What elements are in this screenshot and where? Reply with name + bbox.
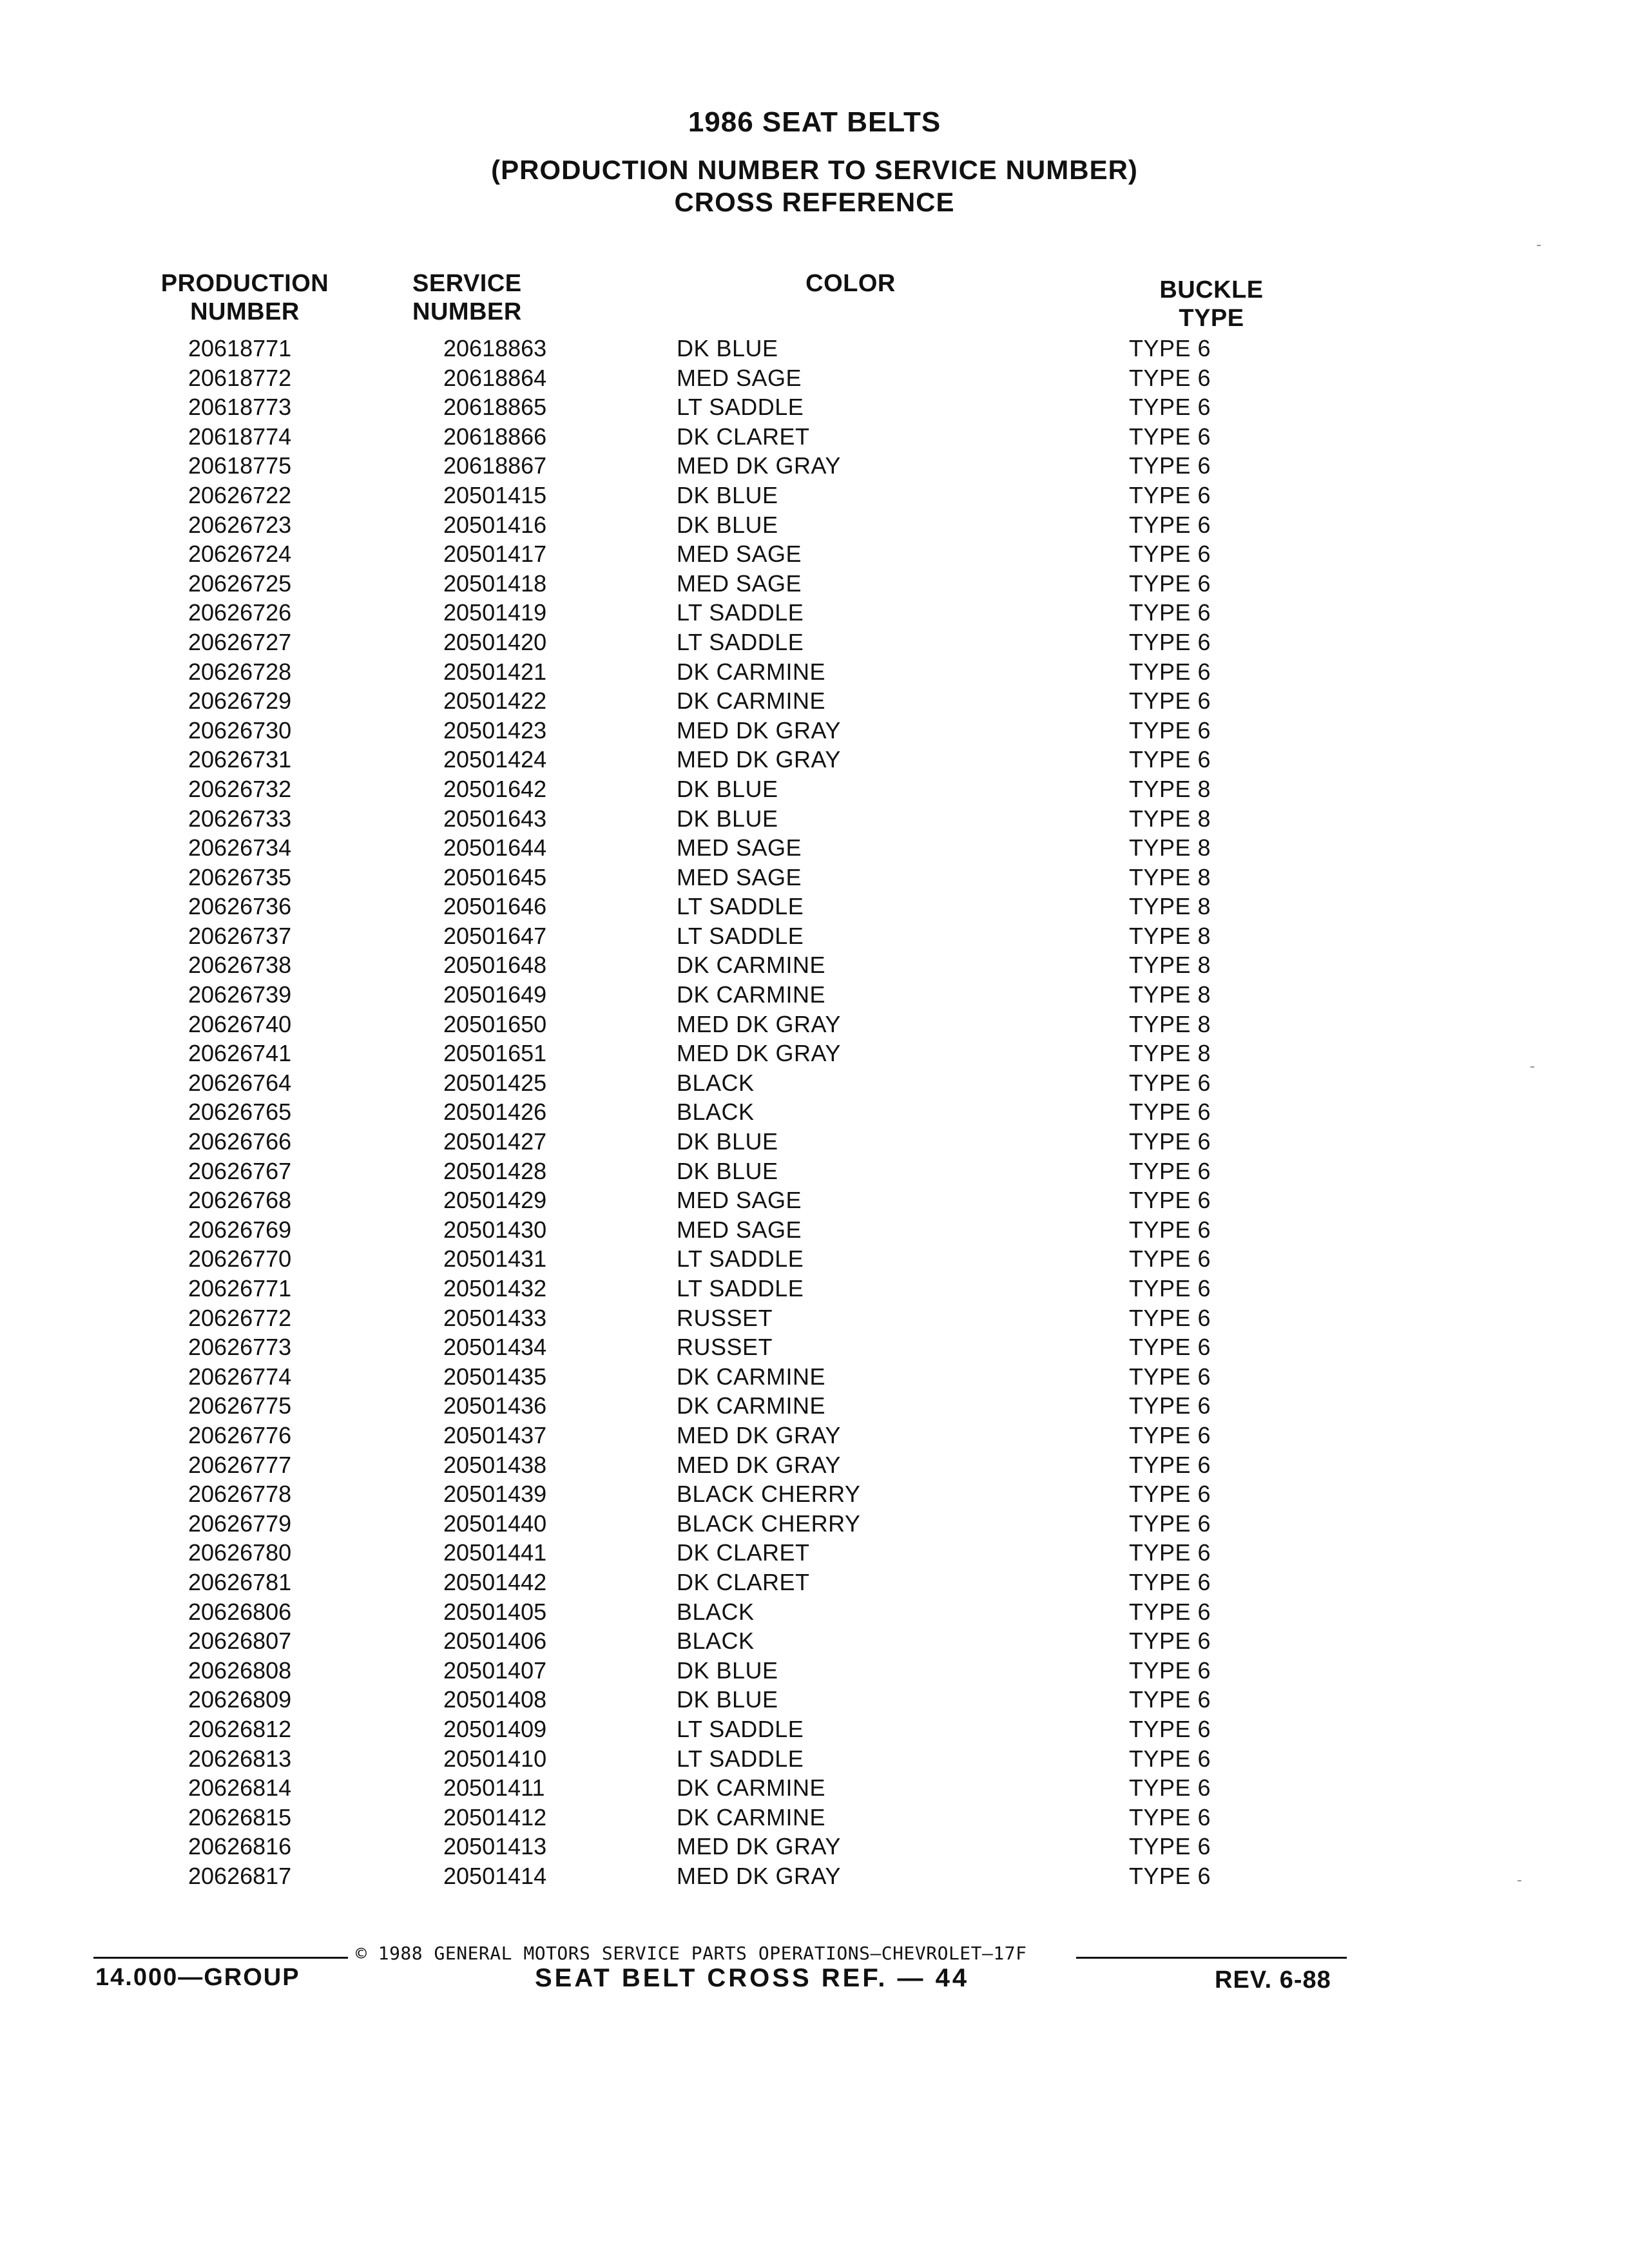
color-cell: DK BLUE: [677, 805, 778, 832]
color-cell: BLACK: [677, 1628, 755, 1655]
service-number-cell: 20501421: [443, 658, 547, 685]
table-row: [0, 1773, 1629, 1803]
page-subtitle-2: CROSS REFERENCE: [674, 187, 955, 217]
production-number-cell: 20626727: [188, 628, 292, 655]
buckle-type-cell: TYPE 6: [1129, 335, 1211, 361]
table-row: [0, 422, 1629, 452]
buckle-type-cell: TYPE 6: [1129, 1187, 1211, 1214]
color-cell: LT SADDLE: [677, 394, 804, 421]
service-number-cell: 20501418: [443, 570, 547, 597]
production-number-cell: 20626807: [188, 1628, 292, 1655]
buckle-type-cell: TYPE 6: [1129, 1421, 1211, 1448]
color-cell: MED DK GRAY: [677, 746, 841, 773]
service-number-cell: 20501425: [443, 1069, 547, 1096]
production-number-cell: 20626764: [188, 1069, 292, 1096]
table-row: [0, 1332, 1629, 1362]
color-cell: LT SADDLE: [677, 922, 804, 949]
color-cell: MED SAGE: [677, 863, 802, 890]
color-cell: DK BLUE: [677, 335, 778, 361]
service-number-cell: 20501649: [443, 981, 547, 1008]
table-row: [0, 892, 1629, 921]
production-number-cell: 20626729: [188, 687, 292, 715]
table-row: [0, 921, 1629, 951]
table-row: [0, 363, 1629, 393]
service-number-cell: 20501435: [443, 1363, 547, 1390]
table-row: [0, 569, 1629, 599]
table-row: [0, 774, 1629, 804]
production-number-cell: 20626779: [188, 1510, 292, 1537]
service-number-cell: 20618865: [443, 394, 547, 421]
buckle-type-cell: TYPE 6: [1129, 1157, 1211, 1184]
buckle-type-cell: TYPE 6: [1129, 452, 1211, 479]
table-row: [0, 539, 1629, 569]
service-number-cell: 20501412: [443, 1803, 547, 1831]
color-cell: DK CARMINE: [677, 1803, 826, 1831]
production-number-cell: 20626737: [188, 922, 292, 949]
column-header-line: NUMBER: [412, 298, 522, 325]
service-number-cell: 20501431: [443, 1245, 547, 1273]
color-cell: MED DK GRAY: [677, 1451, 841, 1478]
production-number-cell: 20626809: [188, 1686, 292, 1713]
buckle-type-cell: TYPE 8: [1129, 893, 1211, 920]
production-number-cell: 20626741: [188, 1040, 292, 1067]
buckle-type-cell: TYPE 6: [1129, 658, 1211, 685]
table-row: [0, 1010, 1629, 1039]
service-number-cell: 20501646: [443, 893, 547, 920]
buckle-type-cell: TYPE 6: [1129, 1069, 1211, 1096]
buckle-type-cell: TYPE 6: [1129, 1245, 1211, 1273]
table-row: [0, 1509, 1629, 1539]
color-cell: MED DK GRAY: [677, 1833, 841, 1860]
table-row: [0, 833, 1629, 863]
column-header-line: BUCKLE: [1159, 276, 1264, 303]
buckle-type-cell: TYPE 6: [1129, 1598, 1211, 1625]
service-number-cell: 20501407: [443, 1657, 547, 1684]
production-number-cell: 20626724: [188, 541, 292, 568]
buckle-type-cell: TYPE 6: [1129, 541, 1211, 568]
production-number-cell: 20626770: [188, 1245, 292, 1273]
service-number-cell: 20501424: [443, 746, 547, 773]
service-number-cell: 20501436: [443, 1392, 547, 1419]
service-number-cell: 20501420: [443, 628, 547, 655]
color-cell: DK CARMINE: [677, 981, 826, 1008]
color-cell: MED SAGE: [677, 834, 802, 861]
production-number-cell: 20626766: [188, 1128, 292, 1155]
production-number-cell: 20626735: [188, 863, 292, 890]
buckle-type-cell: TYPE 6: [1129, 1715, 1211, 1742]
production-number-cell: 20626780: [188, 1539, 292, 1566]
table-row: [0, 1715, 1629, 1744]
buckle-type-cell: TYPE 8: [1129, 834, 1211, 861]
service-number-cell: 20501409: [443, 1715, 547, 1742]
service-number-cell: 20501440: [443, 1510, 547, 1537]
service-number-cell: 20501439: [443, 1481, 547, 1508]
buckle-type-cell: TYPE 6: [1129, 1686, 1211, 1713]
service-number-cell: 20501645: [443, 863, 547, 890]
table-row: [0, 1186, 1629, 1215]
color-cell: LT SADDLE: [677, 893, 804, 920]
color-cell: DK CARMINE: [677, 1774, 826, 1802]
production-number-cell: 20626730: [188, 716, 292, 744]
service-number-cell: 20501642: [443, 775, 547, 802]
color-cell: BLACK: [677, 1069, 755, 1096]
buckle-type-cell: TYPE 6: [1129, 1451, 1211, 1478]
footer-revision: REV. 6-88: [1215, 1966, 1331, 1994]
color-cell: LT SADDLE: [677, 1745, 804, 1772]
color-cell: DK BLUE: [677, 1128, 778, 1155]
table-row: [0, 1244, 1629, 1274]
table-row: [0, 1303, 1629, 1333]
service-number-cell: 20501647: [443, 922, 547, 949]
production-number-cell: 20618775: [188, 452, 292, 479]
buckle-type-cell: TYPE 8: [1129, 1010, 1211, 1037]
production-number-cell: 20626740: [188, 1010, 292, 1037]
service-number-cell: 20501442: [443, 1568, 547, 1595]
table-row: [0, 1479, 1629, 1509]
production-number-cell: 20626777: [188, 1451, 292, 1478]
color-cell: RUSSET: [677, 1334, 773, 1361]
table-row: [0, 1803, 1629, 1832]
service-number-cell: 20501410: [443, 1745, 547, 1772]
production-number-cell: 20626738: [188, 952, 292, 979]
table-row: [0, 1039, 1629, 1068]
service-number-cell: 20501414: [443, 1862, 547, 1889]
table-row: [0, 1597, 1629, 1627]
production-number-cell: 20626817: [188, 1862, 292, 1889]
table-row: [0, 1450, 1629, 1480]
buckle-type-cell: TYPE 6: [1129, 1862, 1211, 1889]
color-cell: BLACK CHERRY: [677, 1481, 861, 1508]
footer-rule-left: [93, 1957, 348, 1959]
page-title: 1986 SEAT BELTS: [688, 106, 941, 138]
buckle-type-cell: TYPE 6: [1129, 1803, 1211, 1831]
production-number-cell: 20626806: [188, 1598, 292, 1625]
table-row: [0, 334, 1629, 363]
service-number-cell: 20501415: [443, 481, 547, 508]
buckle-type-cell: TYPE 8: [1129, 775, 1211, 802]
production-number-cell: 20626722: [188, 481, 292, 508]
table-row: [0, 1274, 1629, 1303]
color-cell: DK CARMINE: [677, 687, 826, 715]
buckle-type-cell: TYPE 8: [1129, 981, 1211, 1008]
production-number-cell: 20626725: [188, 570, 292, 597]
buckle-type-cell: TYPE 6: [1129, 481, 1211, 508]
service-number-cell: 20501411: [443, 1774, 545, 1802]
column-header-production-number: [148, 269, 342, 326]
production-number-cell: 20626765: [188, 1099, 292, 1126]
service-number-cell: 20501651: [443, 1040, 547, 1067]
table-row: [0, 716, 1629, 745]
service-number-cell: 20501430: [443, 1216, 547, 1243]
color-cell: MED DK GRAY: [677, 1421, 841, 1448]
service-number-cell: 20501441: [443, 1539, 547, 1566]
color-cell: RUSSET: [677, 1304, 773, 1331]
production-number-cell: 20626731: [188, 746, 292, 773]
page-subtitle: (PRODUCTION NUMBER TO SERVICE NUMBER): [491, 155, 1138, 185]
color-cell: MED DK GRAY: [677, 716, 841, 744]
color-cell: DK CLARET: [677, 423, 810, 450]
service-number-cell: 20618864: [443, 364, 547, 391]
color-cell: MED DK GRAY: [677, 1040, 841, 1067]
column-header-line: NUMBER: [190, 298, 300, 325]
buckle-type-cell: TYPE 6: [1129, 1216, 1211, 1243]
color-cell: MED SAGE: [677, 364, 802, 391]
table-row: [0, 1068, 1629, 1098]
footer-page-ref: SEAT BELT CROSS REF. — 44: [535, 1964, 970, 1992]
table-row: [0, 628, 1629, 657]
production-number-cell: 20618771: [188, 335, 292, 361]
service-number-cell: 20501643: [443, 805, 547, 832]
table-row: [0, 980, 1629, 1010]
buckle-type-cell: TYPE 8: [1129, 805, 1211, 832]
buckle-type-cell: TYPE 6: [1129, 1833, 1211, 1860]
table-row: [0, 1568, 1629, 1597]
service-number-cell: 20501438: [443, 1451, 547, 1478]
production-number-cell: 20626728: [188, 658, 292, 685]
production-number-cell: 20626781: [188, 1568, 292, 1595]
production-number-cell: 20626726: [188, 599, 292, 626]
buckle-type-cell: TYPE 6: [1129, 628, 1211, 655]
table-row: [0, 1861, 1629, 1891]
service-number-cell: 20501437: [443, 1421, 547, 1448]
production-number-cell: 20618772: [188, 364, 292, 391]
service-number-cell: 20501429: [443, 1187, 547, 1214]
table-row: [0, 657, 1629, 687]
service-number-cell: 20501650: [443, 1010, 547, 1037]
table-row: [0, 863, 1629, 892]
color-cell: DK CARMINE: [677, 952, 826, 979]
buckle-type-cell: TYPE 6: [1129, 1539, 1211, 1566]
service-number-cell: 20501416: [443, 511, 547, 538]
buckle-type-cell: TYPE 6: [1129, 746, 1211, 773]
buckle-type-cell: TYPE 6: [1129, 1481, 1211, 1508]
service-number-cell: 20501413: [443, 1833, 547, 1860]
buckle-type-cell: TYPE 8: [1129, 863, 1211, 890]
color-cell: BLACK: [677, 1598, 755, 1625]
column-header-buckle-type: [1141, 276, 1282, 332]
color-cell: DK BLUE: [677, 1657, 778, 1684]
production-number-cell: 20626808: [188, 1657, 292, 1684]
table-row: [0, 451, 1629, 481]
color-cell: DK CLARET: [677, 1539, 810, 1566]
table-row: [0, 1656, 1629, 1686]
table-row: [0, 1626, 1629, 1656]
footer-rule-right: [1076, 1957, 1347, 1959]
buckle-type-cell: TYPE 6: [1129, 687, 1211, 715]
column-header-line: SERVICE: [412, 270, 522, 297]
color-cell: LT SADDLE: [677, 1715, 804, 1742]
production-number-cell: 20626734: [188, 834, 292, 861]
footer-copyright: © 1988 GENERAL MOTORS SERVICE PARTS OPERATIONS—CHEVROLET—17F: [356, 1943, 1027, 1964]
color-cell: MED SAGE: [677, 1187, 802, 1214]
color-cell: LT SADDLE: [677, 1245, 804, 1273]
buckle-type-cell: TYPE 6: [1129, 423, 1211, 450]
buckle-type-cell: TYPE 6: [1129, 1628, 1211, 1655]
buckle-type-cell: TYPE 6: [1129, 1657, 1211, 1684]
service-number-cell: 20501427: [443, 1128, 547, 1155]
table-row: [0, 1391, 1629, 1421]
color-cell: DK BLUE: [677, 1157, 778, 1184]
table-row: [0, 481, 1629, 510]
buckle-type-cell: TYPE 8: [1129, 1040, 1211, 1067]
scan-speck: [1537, 245, 1541, 246]
table-row: [0, 1685, 1629, 1715]
buckle-type-cell: TYPE 6: [1129, 1304, 1211, 1331]
table-row: [0, 1097, 1629, 1127]
color-cell: MED SAGE: [677, 570, 802, 597]
service-number-cell: 20501428: [443, 1157, 547, 1184]
color-cell: BLACK CHERRY: [677, 1510, 861, 1537]
table-row: [0, 1421, 1629, 1450]
footer-group-number: 14.000—GROUP: [95, 1964, 300, 1991]
column-header-line: TYPE: [1179, 305, 1244, 332]
color-cell: MED DK GRAY: [677, 452, 841, 479]
service-number-cell: 20501644: [443, 834, 547, 861]
production-number-cell: 20626776: [188, 1421, 292, 1448]
buckle-type-cell: TYPE 6: [1129, 394, 1211, 421]
production-number-cell: 20626816: [188, 1833, 292, 1860]
cross-reference-table: [0, 334, 1629, 1890]
color-cell: DK CLARET: [677, 1568, 810, 1595]
color-cell: DK BLUE: [677, 511, 778, 538]
color-cell: BLACK: [677, 1099, 755, 1126]
service-number-cell: 20501422: [443, 687, 547, 715]
buckle-type-cell: TYPE 6: [1129, 1275, 1211, 1302]
table-row: [0, 1538, 1629, 1568]
production-number-cell: 20618774: [188, 423, 292, 450]
buckle-type-cell: TYPE 6: [1129, 511, 1211, 538]
production-number-cell: 20626778: [188, 1481, 292, 1508]
color-cell: LT SADDLE: [677, 628, 804, 655]
buckle-type-cell: TYPE 6: [1129, 716, 1211, 744]
table-row: [0, 950, 1629, 980]
buckle-type-cell: TYPE 6: [1129, 599, 1211, 626]
service-number-cell: 20501408: [443, 1686, 547, 1713]
scan-speck: [1530, 1066, 1534, 1068]
production-number-cell: 20626815: [188, 1803, 292, 1831]
production-number-cell: 20618773: [188, 394, 292, 421]
production-number-cell: 20626774: [188, 1363, 292, 1390]
service-number-cell: 20501419: [443, 599, 547, 626]
service-number-cell: 20618866: [443, 423, 547, 450]
table-row: [0, 1215, 1629, 1245]
service-number-cell: 20618867: [443, 452, 547, 479]
buckle-type-cell: TYPE 8: [1129, 922, 1211, 949]
production-number-cell: 20626769: [188, 1216, 292, 1243]
service-number-cell: 20501432: [443, 1275, 547, 1302]
buckle-type-cell: TYPE 6: [1129, 1334, 1211, 1361]
table-row: [0, 745, 1629, 774]
production-number-cell: 20626767: [188, 1157, 292, 1184]
table-row: [0, 1832, 1629, 1861]
buckle-type-cell: TYPE 6: [1129, 364, 1211, 391]
buckle-type-cell: TYPE 6: [1129, 1099, 1211, 1126]
buckle-type-cell: TYPE 6: [1129, 1510, 1211, 1537]
buckle-type-cell: TYPE 6: [1129, 1128, 1211, 1155]
service-number-cell: 20501405: [443, 1598, 547, 1625]
column-header-service-number: [412, 269, 580, 326]
service-number-cell: 20501434: [443, 1334, 547, 1361]
color-cell: MED DK GRAY: [677, 1862, 841, 1889]
production-number-cell: 20626768: [188, 1187, 292, 1214]
table-row: [0, 1362, 1629, 1392]
production-number-cell: 20626813: [188, 1745, 292, 1772]
service-number-cell: 20501433: [443, 1304, 547, 1331]
color-cell: MED DK GRAY: [677, 1010, 841, 1037]
buckle-type-cell: TYPE 6: [1129, 1568, 1211, 1595]
production-number-cell: 20626739: [188, 981, 292, 1008]
production-number-cell: 20626723: [188, 511, 292, 538]
service-number-cell: 20618863: [443, 335, 547, 361]
color-cell: DK CARMINE: [677, 1363, 826, 1390]
production-number-cell: 20626732: [188, 775, 292, 802]
color-cell: LT SADDLE: [677, 1275, 804, 1302]
buckle-type-cell: TYPE 6: [1129, 1363, 1211, 1390]
production-number-cell: 20626775: [188, 1392, 292, 1419]
color-cell: DK BLUE: [677, 481, 778, 508]
service-number-cell: 20501423: [443, 716, 547, 744]
production-number-cell: 20626733: [188, 805, 292, 832]
scan-speck: [1518, 1880, 1521, 1881]
color-cell: DK CARMINE: [677, 658, 826, 685]
table-row: [0, 1157, 1629, 1186]
buckle-type-cell: TYPE 6: [1129, 1745, 1211, 1772]
production-number-cell: 20626771: [188, 1275, 292, 1302]
color-cell: DK BLUE: [677, 775, 778, 802]
production-number-cell: 20626772: [188, 1304, 292, 1331]
table-row: [0, 510, 1629, 540]
table-row: [0, 804, 1629, 834]
color-cell: DK BLUE: [677, 1686, 778, 1713]
service-number-cell: 20501406: [443, 1628, 547, 1655]
production-number-cell: 20626812: [188, 1715, 292, 1742]
table-row: [0, 392, 1629, 422]
color-cell: LT SADDLE: [677, 599, 804, 626]
color-cell: DK CARMINE: [677, 1392, 826, 1419]
column-header-color: COLOR: [805, 270, 896, 297]
buckle-type-cell: TYPE 6: [1129, 1392, 1211, 1419]
buckle-type-cell: TYPE 6: [1129, 570, 1211, 597]
color-cell: MED SAGE: [677, 541, 802, 568]
buckle-type-cell: TYPE 6: [1129, 1774, 1211, 1802]
table-row: [0, 598, 1629, 628]
buckle-type-cell: TYPE 8: [1129, 952, 1211, 979]
column-header-line: PRODUCTION: [160, 270, 329, 297]
service-number-cell: 20501426: [443, 1099, 547, 1126]
table-row: [0, 1127, 1629, 1157]
production-number-cell: 20626814: [188, 1774, 292, 1802]
table-row: [0, 1744, 1629, 1774]
production-number-cell: 20626773: [188, 1334, 292, 1361]
production-number-cell: 20626736: [188, 893, 292, 920]
table-row: [0, 686, 1629, 716]
color-cell: MED SAGE: [677, 1216, 802, 1243]
service-number-cell: 20501417: [443, 541, 547, 568]
service-number-cell: 20501648: [443, 952, 547, 979]
